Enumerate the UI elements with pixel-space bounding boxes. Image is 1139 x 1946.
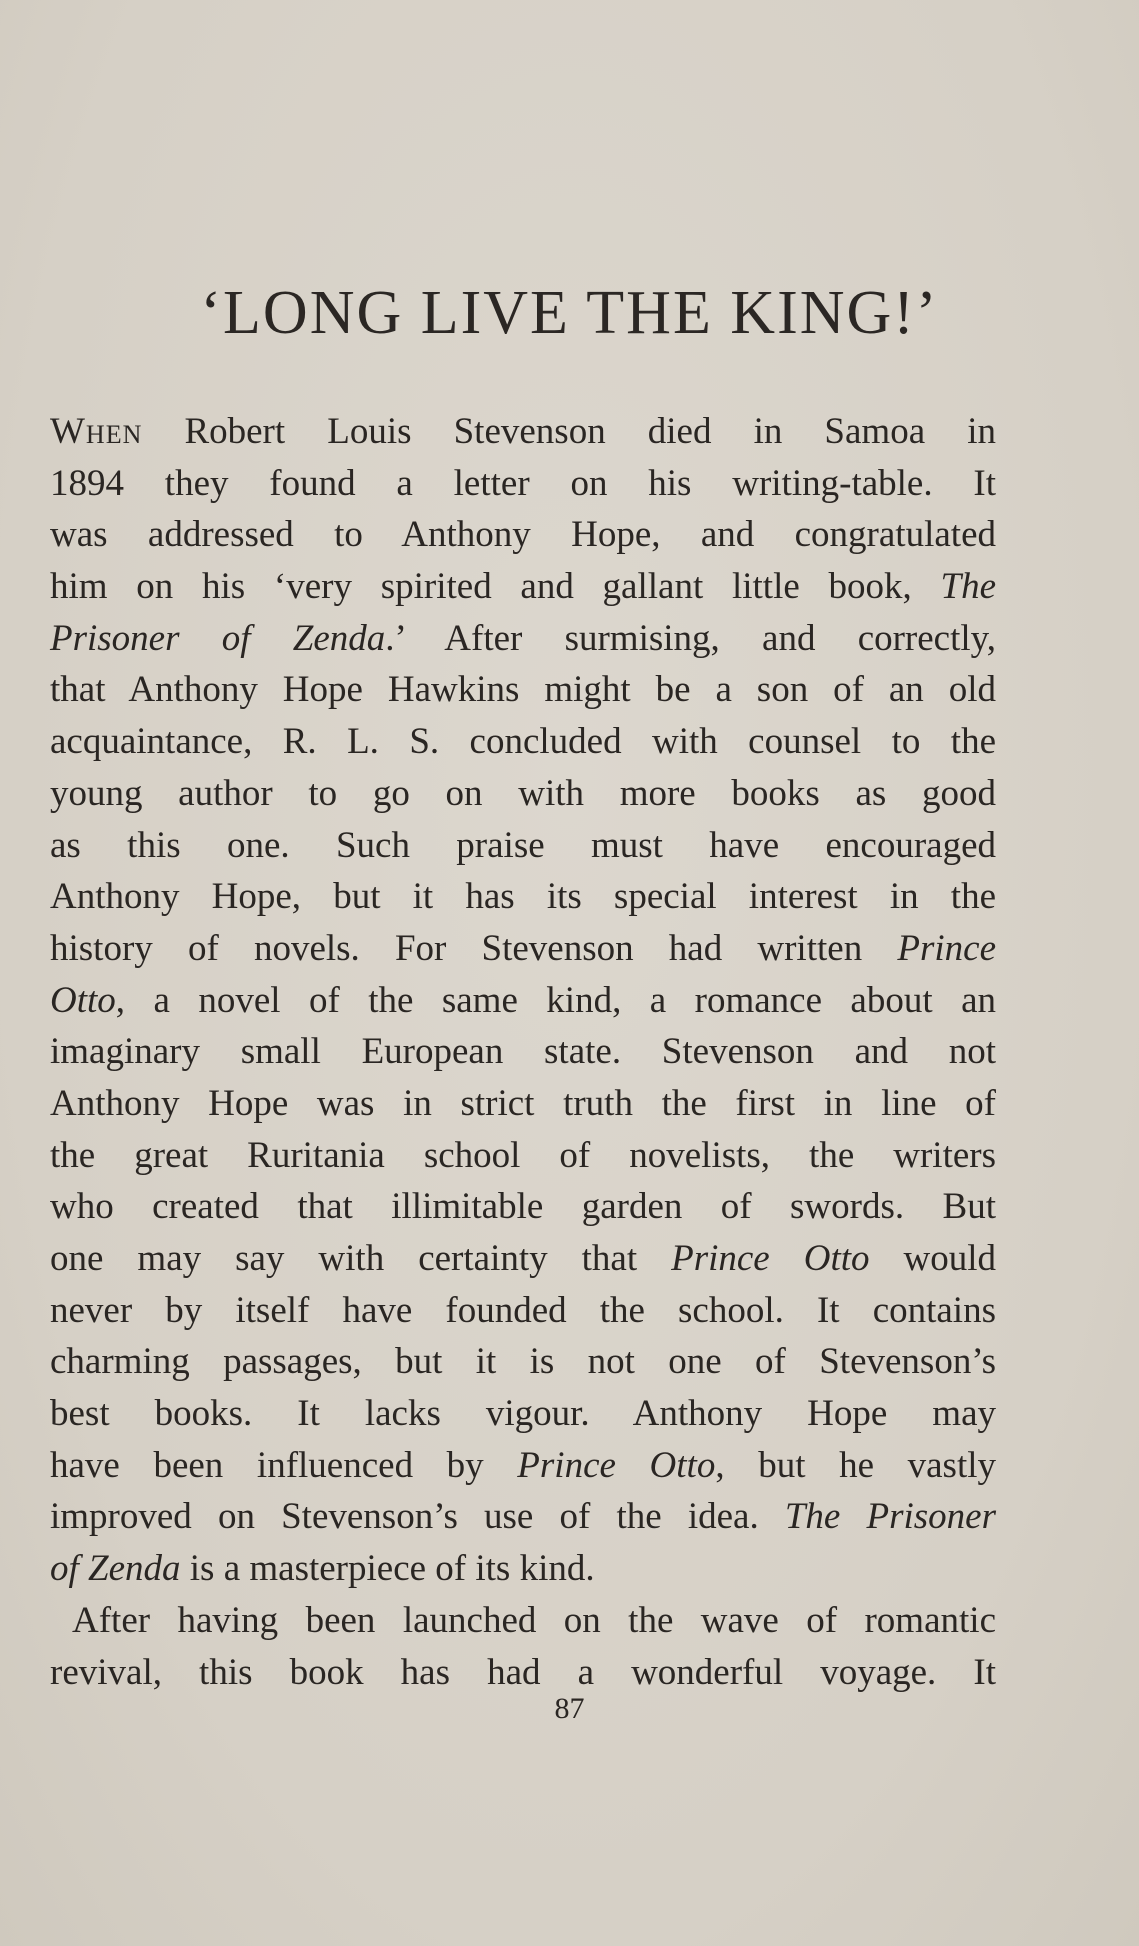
pre: have been influenced by — [50, 1444, 518, 1486]
italic: of Zenda — [50, 1548, 181, 1590]
italic: Prince Otto — [671, 1238, 870, 1279]
italic: Prince Otto — [517, 1444, 716, 1486]
italic: Otto — [50, 979, 116, 1021]
text: acquaintance, R. L. S. concluded with counsel to the — [50, 721, 996, 763]
italic: Prince — [897, 927, 996, 969]
pre: one may say with certainty that — [50, 1238, 672, 1279]
post: would — [869, 1238, 997, 1279]
pre: improved on Stevenson’s use of the idea. — [50, 1496, 785, 1538]
dropcap: When — [50, 411, 143, 452]
text: that Anthony Hope Hawkins might be a son of an old — [50, 669, 996, 711]
italic: The Prisoner — [784, 1496, 996, 1538]
text-line — [50, 1181, 996, 1233]
text: never by itself have founded the school. It contains — [50, 1289, 996, 1331]
post: is a masterpiece of its kind. — [180, 1548, 595, 1590]
text: best books. It lacks vigour. Anthony Hope may — [50, 1393, 996, 1435]
post: , a novel of the same kind, a romance about an — [115, 979, 996, 1021]
text: 1894 they found a letter on his writing-table. It — [50, 462, 996, 504]
text-line — [50, 975, 996, 1027]
text: Anthony Hope, but it has its special interest in the — [50, 876, 996, 918]
text-line — [50, 664, 996, 716]
text-line — [50, 1388, 996, 1440]
text: who created that illimitable garden of swords. But — [50, 1186, 996, 1228]
post: , but he vastly — [715, 1444, 997, 1486]
text-line — [50, 1595, 996, 1647]
text-line — [50, 871, 996, 923]
post: .’ After surmising, and correctly, — [385, 617, 997, 659]
text-line — [50, 1285, 996, 1337]
text: After having been launched on the wave of romantic — [72, 1599, 996, 1641]
text-line — [50, 406, 996, 458]
text: as this one. Such praise must have encouraged — [50, 824, 996, 866]
text-line — [50, 716, 996, 768]
text: was addressed to Anthony Hope, and congratulated — [50, 514, 996, 556]
chapter-title: ‘LONG LIVE THE KING!’ — [200, 279, 939, 347]
text: charming passages, but it is not one of Stevenson’s — [50, 1341, 996, 1383]
pre: history of novels. For Stevenson had written — [50, 927, 898, 969]
text-line — [50, 923, 996, 975]
text-line — [50, 820, 996, 872]
text-line — [50, 768, 996, 820]
text-line — [50, 1491, 996, 1543]
text-line — [50, 1336, 996, 1388]
pre: him on his ‘very spirited and gallant little book, — [50, 566, 941, 608]
text-line — [50, 1078, 996, 1130]
text-line — [50, 1647, 996, 1699]
page-number: 87 — [554, 1692, 585, 1725]
text: Anthony Hope was in strict truth the first in line of — [50, 1082, 996, 1124]
text: imaginary small European state. Stevenson and not — [50, 1031, 996, 1073]
text: Robert Louis Stevenson died in Samoa in — [142, 411, 996, 452]
italic: Prisoner of Zenda — [50, 617, 386, 659]
text-line — [50, 1543, 996, 1595]
text-line — [50, 1026, 996, 1078]
text: the great Ruritania school of novelists, the writers — [50, 1134, 996, 1176]
body-text — [50, 406, 996, 1698]
text-line — [50, 458, 996, 510]
italic: The — [940, 566, 996, 608]
text: revival, this book has had a wonderful voyage. It — [50, 1651, 996, 1693]
text: young author to go on with more books as good — [50, 772, 996, 814]
text-line — [50, 509, 996, 561]
text-line — [50, 1440, 996, 1492]
text-line — [50, 613, 996, 665]
text-line — [50, 1233, 996, 1285]
text-line — [50, 561, 996, 613]
text-line — [50, 1130, 996, 1182]
